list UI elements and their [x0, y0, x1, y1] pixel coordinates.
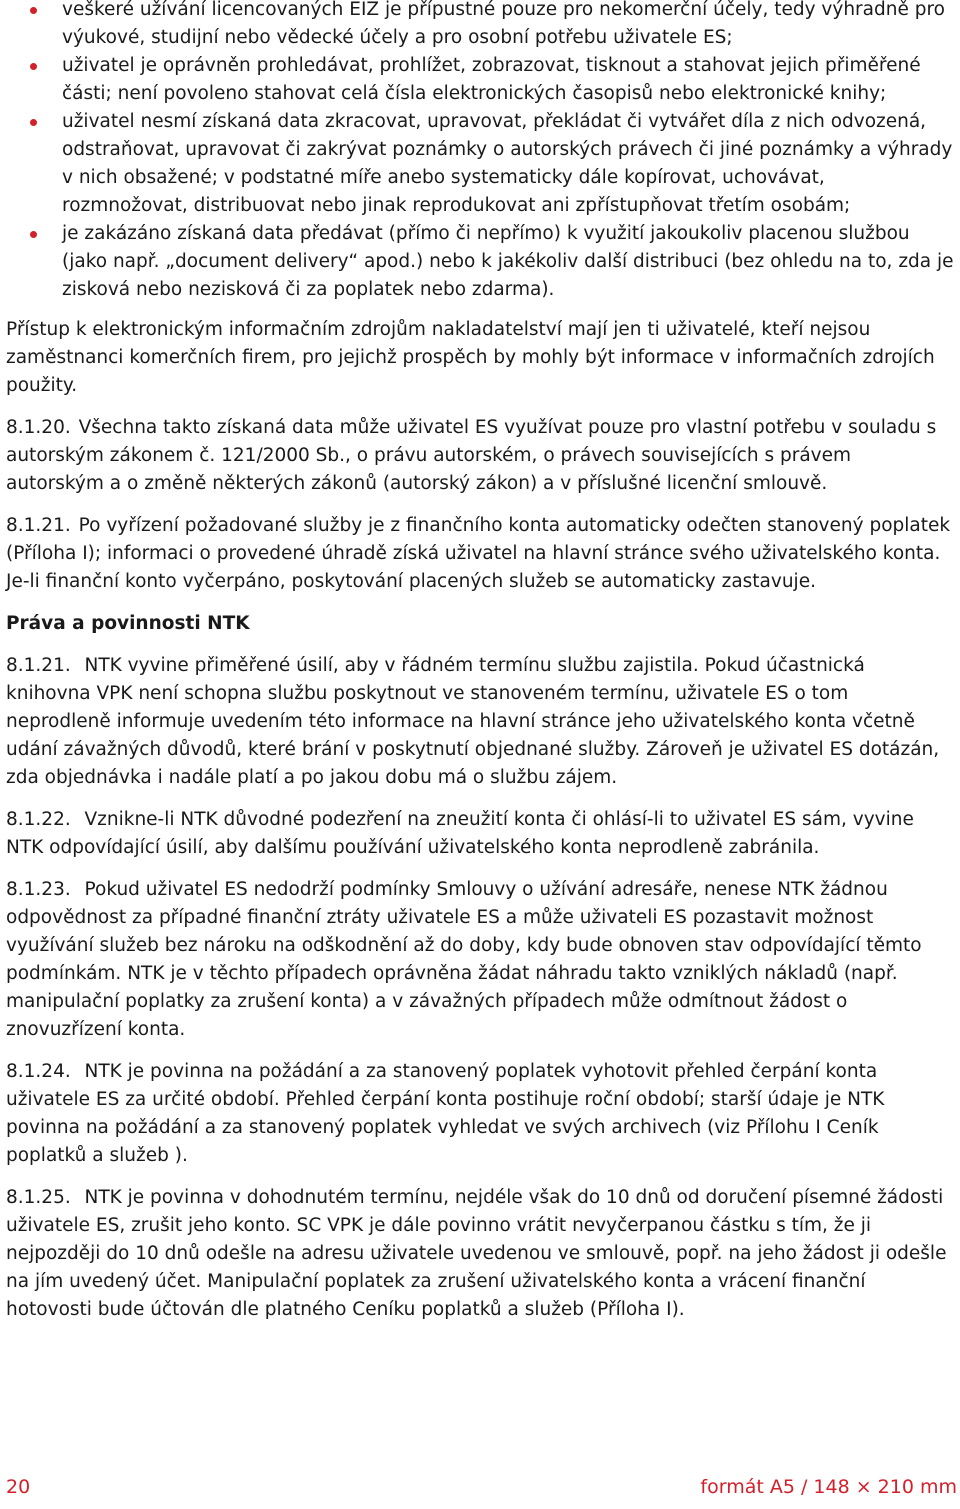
paragraph-8-1-23	[6, 876, 954, 1044]
paragraph-number: 8.1.24.	[6, 1061, 71, 1082]
format-label: formát A5 / 148 × 210 mm	[700, 1476, 957, 1498]
paragraph-8-1-24	[6, 1058, 954, 1170]
bullet-icon	[30, 7, 37, 14]
list-item	[6, 0, 954, 52]
paragraph-number: 8.1.23.	[6, 879, 71, 900]
bullet-list-wrapper	[6, 0, 954, 304]
list-item-text: uživatel je oprávněn prohledávat, prohlížet, zobrazovat, tisknout a stahovat jejich přiměřené části; není povoleno stahovat celá čísla elektronických časopisů nebo elektronické knihy;	[62, 55, 921, 104]
paragraph-number: 8.1.20.	[6, 417, 71, 438]
page-footer	[0, 1476, 960, 1506]
bullet-icon	[30, 231, 37, 238]
list-item	[6, 108, 954, 220]
paragraph-8-1-22	[6, 806, 954, 862]
paragraph-8-1-21-ntk	[6, 652, 954, 792]
paragraph-number: 8.1.22.	[6, 809, 71, 830]
paragraph-number: 8.1.21.	[6, 655, 71, 676]
list-item	[6, 52, 954, 108]
list-item-text: uživatel nesmí získaná data zkracovat, upravovat, překládat či vytvářet díla z nich odvozená, odstraňovat, upravovat či zakrývat poznámky o autorských právech či jiné poznámky a výhrady v nich obsažené; v podstatné míře anebo systematicky dále kopírovat, uchovávat, rozmnožovat, distribuovat nebo jinak reprodukovat ani zpřístupňovat třetím osobám;	[62, 111, 953, 216]
paragraph-access-info	[6, 316, 954, 400]
page-number: 20	[6, 1476, 31, 1498]
paragraph-number: 8.1.25.	[6, 1187, 71, 1208]
paragraph-text: Všechna takto získaná data může uživatel ES využívat pouze pro vlastní potřebu v souladu s autorským zákonem č. 121/2000 Sb., o právu autorském, o právech souvisejících s právem autorským a o změně některých zákonů (autorský zákon) a v příslušné licenční smlouvě.	[6, 417, 937, 494]
paragraph-text: Vznikne-li NTK důvodné podezření na zneužití konta či ohlásí-li to uživatel ES sám, vyvine NTK odpovídající úsilí, aby dalšímu používání uživatelského konta neprodleně zabránila.	[6, 809, 914, 858]
list-item-text: je zakázáno získaná data předávat (přímo či nepřímo) k využití jakoukoliv placenou službou (jako např. „document delivery“ apod.) nebo k jakékoliv další distribuci (bez ohledu na to, zda je zisková nebo nezisková či za poplatek nebo zdarma).	[62, 223, 954, 300]
bullet-icon	[30, 119, 37, 126]
paragraph-text: Po vyřízení požadované služby je z finančního konta automaticky odečten stanovený poplatek (Příloha I); informaci o provedené úhradě získá uživatel na hlavní stránce svého uživatelského konta. Je-li finanční konto vyčerpáno, poskytování placených služeb se automaticky zastavuje.	[6, 515, 951, 592]
bullet-list	[6, 0, 954, 304]
list-item	[6, 220, 954, 304]
bullet-icon	[30, 63, 37, 70]
paragraph-number: 8.1.21.	[6, 515, 71, 536]
paragraph-text: Přístup k elektronickým informačním zdrojům nakladatelství mají jen ti uživatelé, kteří nejsou zaměstnanci komerčních firem, pro jejichž prospěch by mohly být informace v informačních zdrojích použity.	[6, 319, 935, 396]
paragraph-text: Pokud uživatel ES nedodrží podmínky Smlouvy o užívání adresáře, nenese NTK žádnou odpovědnost za případné finanční ztráty uživatele ES a může uživateli ES pozastavit možnost využívání služeb bez nároku na odškodnění až do doby, kdy bude obnoven stav odpovídající těmto podmínkám. NTK je v těchto případech oprávněna žádat náhradu takto vzniklých nákladů (např. manipulační poplatky za zrušení konta) a v závažných případech může odmítnout žádost o znovuzřízení konta.	[6, 879, 922, 1040]
list-item-text: veškeré užívání licencovaných EIZ je přípustné pouze pro nekomerční účely, tedy výhradně pro výukové, studijní nebo vědecké účely a pro osobní potřebu uživatele ES;	[62, 0, 945, 48]
paragraph-text: NTK vyvine přiměřené úsilí, aby v řádném termínu službu zajistila. Pokud účastnická knihovna VPK není schopna službu poskytnout ve stanoveném termínu, uživatele ES o tom neprodleně informuje uvedením této informace na hlavní stránce jeho uživatelského konta včetně udání závažných důvodů, které brání v poskytnutí objednané služby. Zároveň je uživatel ES dotázán, zda objednávka i nadále platí a po jakou dobu má o službu zájem.	[6, 655, 940, 788]
paragraph-text: NTK je povinna v dohodnutém termínu, nejdéle však do 10 dnů od doručení písemné žádosti uživatele ES, zrušit jeho konto. SC VPK je dále povinno vrátit nevyčerpanou částku s tím, že ji nejpozději do 10 dnů odešle na adresu uživatele uvedenou ve smlouvě, popř. na jeho žádost ji odešle na jím uvedený účet. Manipulační poplatek za zrušení uživatelského konta a vrácení finanční hotovosti bude účtován dle platného Ceníku poplatků a služeb (Příloha I).	[6, 1187, 947, 1320]
paragraph-8-1-21-fees	[6, 512, 954, 596]
paragraph-8-1-25	[6, 1184, 954, 1324]
page-content	[6, 0, 954, 1338]
paragraph-text: NTK je povinna na požádání a za stanovený poplatek vyhotovit přehled čerpání konta uživatele ES za určité období. Přehled čerpání konta postihuje roční období; starší údaje je NTK povinna na požádání a za stanovený poplatek vyhledat ve svých archivech (viz Přílohu I Ceník poplatků a služeb ).	[6, 1061, 885, 1166]
paragraph-8-1-20	[6, 414, 954, 498]
section-heading: Práva a povinnosti NTK	[6, 613, 250, 634]
